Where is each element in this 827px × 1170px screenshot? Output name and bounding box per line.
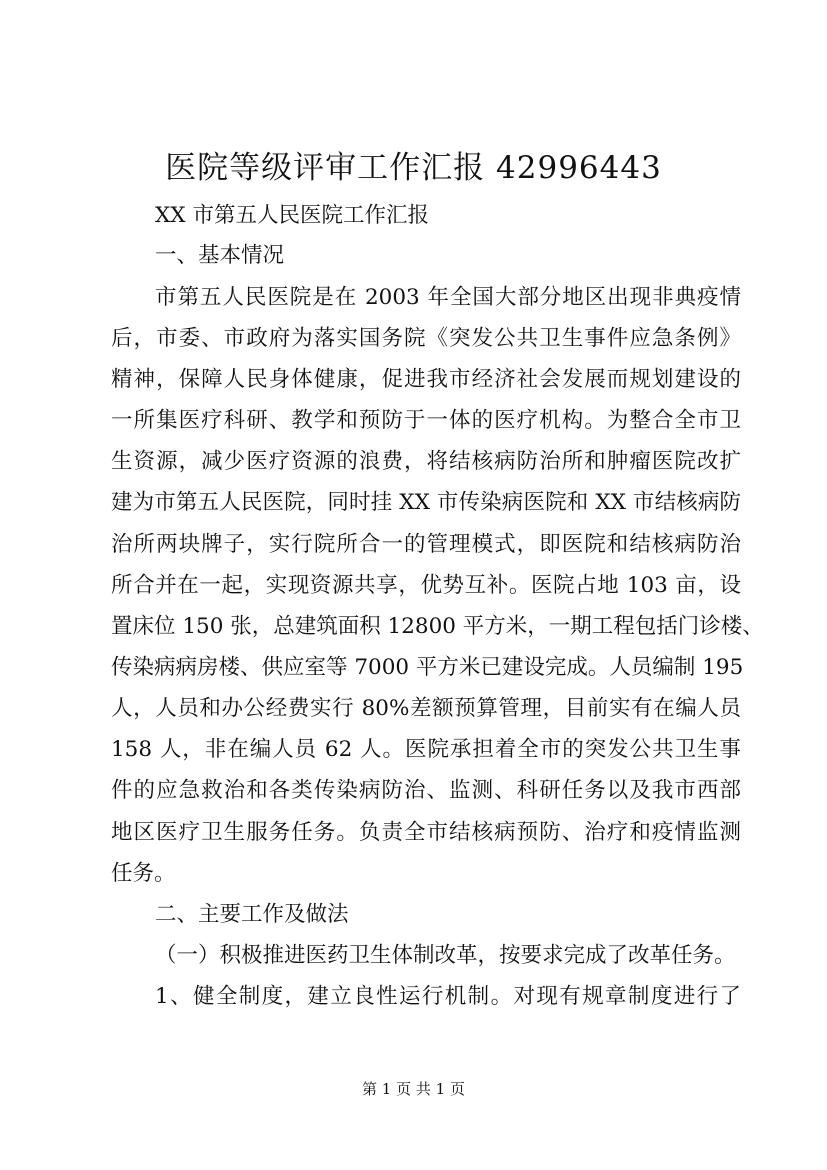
paragraph-line: 一所集医疗科研、教学和预防于一体的医疗机构。为整合全市卫 [111,408,741,433]
paragraph-line: 所合并在一起，实现资源共享，优势互补。医院占地 103 亩，设 [111,573,741,598]
section-heading-main-work: 二、主要工作及做法 [155,902,349,927]
paragraph-line: 传染病病房楼、供应室等 7000 平方米已建设完成。人员编制 195 [111,655,744,680]
subsection-heading-reform: （一）积极推进医药卫生体制改革，按要求完成了改革任务。 [155,943,736,968]
list-item: 1、健全制度，建立良性运行机制。对现有规章制度进行了 [155,984,741,1009]
paragraph-line: 市第五人民医院是在 2003 年全国大部分地区出现非典疫情 [155,285,741,310]
document-title: 医院等级评审工作汇报 42996443 [165,150,662,186]
paragraph-line: 件的应急救治和各类传染病防治、监测、科研任务以及我市西部 [111,778,741,803]
paragraph-line: 建为市第五人民医院，同时挂 XX 市传染病医院和 XX 市结核病防 [111,490,741,515]
section-heading-basic: 一、基本情况 [155,243,285,268]
paragraph-line: 人，人员和办公经费实行 80%差额预算管理，目前实有在编人员 [111,696,741,721]
paragraph-line: 地区医疗卫生服务任务。负责全市结核病预防、治疗和疫情监测 [111,820,741,845]
paragraph-line: 生资源，减少医疗资源的浪费，将结核病防治所和肿瘤医院改扩 [111,449,741,474]
paragraph-line: 精神，保障人民身体健康，促进我市经济社会发展而规划建设的 [111,367,741,392]
paragraph-line: 治所两块牌子，实行院所合一的管理模式，即医院和结核病防治 [111,532,741,557]
paragraph-line: 158 人，非在编人员 62 人。医院承担着全市的突发公共卫生事 [111,737,741,762]
page-number-footer: 第 1 页 共 1 页 [362,1080,465,1098]
paragraph-line: 置床位 150 张，总建筑面积 12800 平方米，一期工程包括门诊楼、 [111,614,764,639]
paragraph-line: 后，市委、市政府为落实国务院《突发公共卫生事件应急条例》 [111,326,741,351]
paragraph-line: 任务。 [111,861,176,886]
document-subtitle: XX 市第五人民医院工作汇报 [155,203,429,228]
